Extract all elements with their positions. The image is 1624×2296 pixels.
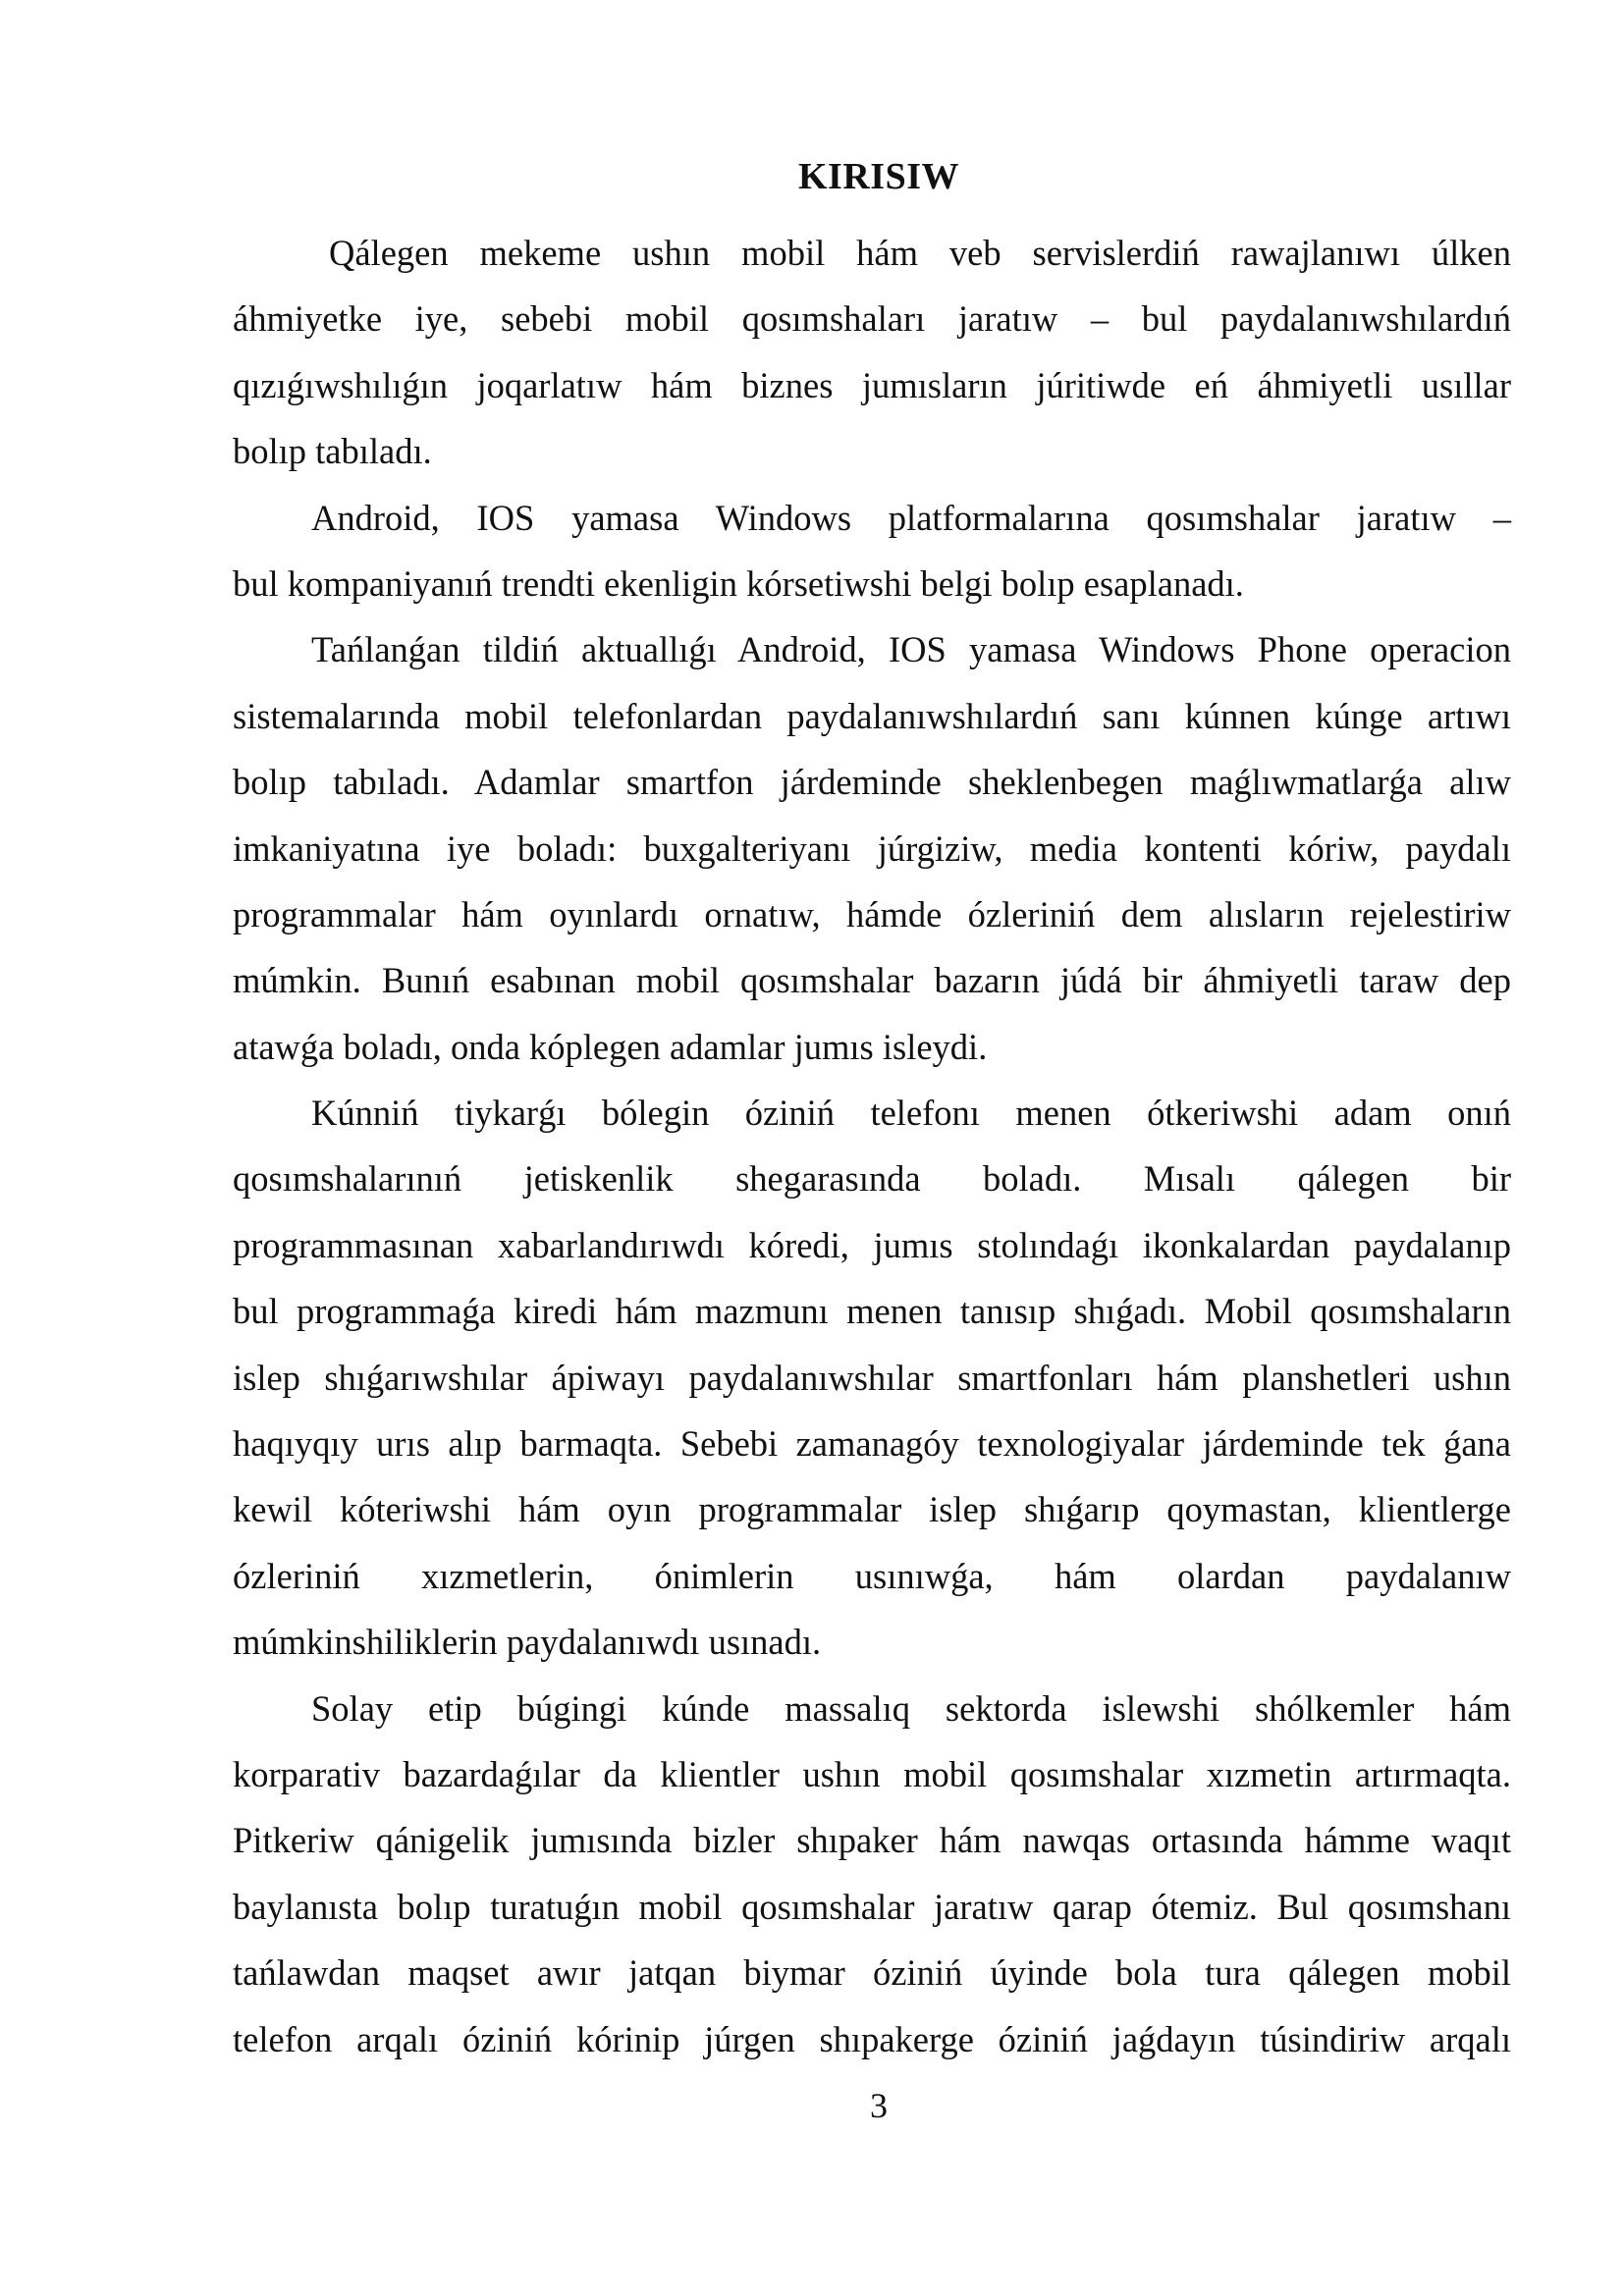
text-line: bul programmaǵa kiredi hám mazmunı menen tanısıp shıǵadı. Mobil qosımshaların [233, 1291, 1511, 1332]
text-line: Pitkeriw qánigelik jumısında bizler shıpaker hám nawqas ortasında hámme waqıt [233, 1820, 1511, 1861]
text-line: programmalar hám oyınlardı ornatıw, hámde ózleriniń dem alısların rejelestiriw [233, 893, 1511, 934]
text-line: Qálegen mekeme ushın mobil hám veb servislerdiń rawajlanıwı úlken [329, 233, 1511, 273]
text-line: ózleriniń xızmetlerin, ónimlerin usınıwǵa, hám olardan paydalanıw [233, 1555, 1511, 1596]
text-line: qosımshalarınıń jetiskenlik shegarasında boladı. Mısalı qálegen bir [233, 1158, 1511, 1200]
text-line: haqıyqıy urıs alıp barmaqta. Sebebi zamanagóy texnologiyalar járdeminde tek ǵana [233, 1423, 1511, 1465]
text-line: kewil kóteriwshi hám oyın programmalar islep shıǵarıp qoymastan, klientlerge [233, 1489, 1511, 1530]
text-line: Kúnniń tiykarǵı bólegin óziniń telefonı menen ótkeriwshi adam onıń [311, 1093, 1511, 1134]
text-line: qızıǵıwshılıǵın joqarlatıw hám biznes jumısların júritiwde eń áhmiyetli usıllar [233, 364, 1511, 405]
text-line: bolıp tabıladı. Adamlar smartfon járdeminde sheklenbegen maǵlıwmatlarǵa alıw [233, 762, 1511, 803]
text-line: Tańlanǵan tildiń aktuallıǵı Android, IOS yamasa Windows Phone operacion [311, 629, 1511, 670]
text-line: tańlawdan maqset awır jatqan biymar óziniń úyinde bola tura qálegen mobil [233, 1952, 1511, 1994]
text-line: programmasınan xabarlandırıwdı kóredi, jumıs stolındaǵı ikonkalardan paydalanıp [233, 1224, 1511, 1265]
text-line: bolıp tabıladı. [233, 431, 432, 472]
text-line: imkaniyatına iye boladı: buxgalteriyanı júrgiziw, media kontenti kóriw, paydalı [233, 828, 1511, 869]
text-line: múmkinshiliklerin paydalanıwdı usınadı. [233, 1622, 822, 1663]
section-heading: KIRISIW [798, 156, 959, 197]
text-line: atawǵa boladı, onda kóplegen adamlar jumıs isleydi. [233, 1026, 988, 1067]
text-line: Android, IOS yamasa Windows platformalarına qosımshalar jaratıw – [311, 497, 1511, 538]
text-line: Solay etip búgingi kúnde massalıq sektorda islewshi shólkemler hám [311, 1687, 1511, 1729]
body-text [233, 220, 1511, 2072]
text-line: baylanısta bolıp turatuǵın mobil qosımshalar jaratıw qarap ótemiz. Bul qosımshanı [233, 1886, 1511, 1927]
text-line: sistemalarında mobil telefonlardan paydalanıwshılardıń sanı kúnnen kúnge artıwı [233, 695, 1511, 736]
text-line: telefon arqalı óziniń kórinip júrgen shıpakerge óziniń jaǵdayın túsindiriw arqalı [233, 2018, 1511, 2059]
text-line: áhmiyetke iye, sebebi mobil qosımshaları jaratıw – bul paydalanıwshılardıń [233, 298, 1511, 340]
text-line: bul kompaniyanıń trendti ekenligin kórsetiwshi belgi bolıp esaplanadı. [233, 562, 1244, 604]
page-number: 3 [870, 2086, 888, 2125]
text-line: korparativ bazardaǵılar da klientler ushın mobil qosımshalar xızmetin artırmaqta. [233, 1753, 1511, 1794]
text-line: islep shıǵarıwshılar ápiwayı paydalanıwshılar smartfonları hám planshetleri ushın [233, 1357, 1511, 1398]
text-line: múmkin. Bunıń esabınan mobil qosımshalar bazarın júdá bir áhmiyetli taraw dep [233, 960, 1511, 1001]
